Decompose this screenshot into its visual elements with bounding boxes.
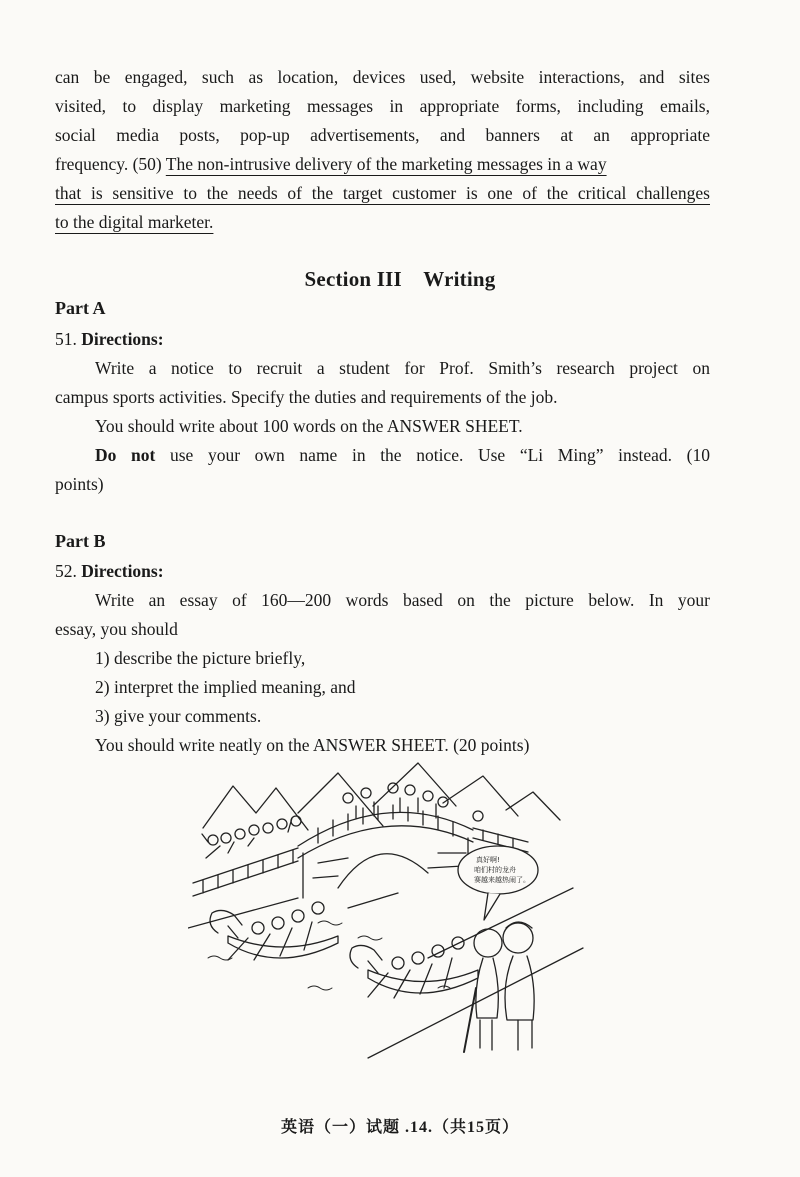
question-51-heading (55, 328, 164, 350)
passage-line-6: to the digital marketer. (55, 212, 214, 232)
river-banks (188, 888, 583, 1058)
part-a-instruction-line-2: campus sports activities. Specify the duties and requirements of the job. (55, 387, 558, 407)
elderly-couple (464, 922, 534, 1052)
part-b-instruction-line-1: Write an essay of 160—200 words based on the picture below. In your (95, 590, 710, 610)
name-rule-text: use your own name in the notice. Use “Li Ming” instead. (10 (155, 445, 711, 465)
bubble-line-1: 真好啊! (476, 856, 500, 864)
bubble-line-2: 咱们村的龙舟 (474, 866, 516, 874)
passage-line-1: can be engaged, such as location, devices used, website interactions, and sites (55, 67, 710, 87)
directions-label: Directions: (81, 329, 164, 349)
part-a-instruction-line-1: Write a notice to recruit a student for Prof. Smith’s research project on (95, 358, 710, 378)
part-a-name-rule (95, 444, 710, 466)
part-b-item-3: 3) give your comments. (95, 706, 262, 726)
part-b-item-1: 1) describe the picture briefly, (95, 648, 306, 668)
dragon-boat-left (210, 902, 338, 960)
part-a-heading: Part A (55, 298, 106, 318)
passage-line-3: social media posts, pop-up advertisements, and banners at an appropriate (55, 125, 710, 145)
passage-line-5: that is sensitive to the needs of the target customer is one of the critical challenges (55, 183, 710, 203)
passage-line-4 (55, 153, 710, 175)
stone-bridge (298, 805, 473, 898)
section-title: Section III Writing (304, 267, 496, 291)
dragon-boat-cartoon (188, 758, 588, 1063)
passage-line-2: visited, to display marketing messages in appropriate forms, including emails, (55, 96, 710, 116)
bubble-line-3: 赛越来越热闹了。 (474, 876, 530, 884)
do-not-emphasis: Do not (95, 445, 156, 465)
part-b-neatness: You should write neatly on the ANSWER SHEET. (20 points) (95, 735, 530, 755)
dragon-boat-right (350, 937, 478, 998)
question-52-number: 52. (55, 561, 77, 581)
part-b-heading: Part B (55, 531, 106, 551)
question-50-underlined-sentence: The non-intrusive delivery of the marketing messages in a way (165, 154, 607, 174)
part-b-item-2: 2) interpret the implied meaning, and (95, 677, 356, 697)
crowd-bridge (343, 783, 483, 821)
page-footer: 英语（一）试题 .14.（共15页） (280, 1119, 519, 1136)
question-51-number: 51. (55, 329, 77, 349)
mountains (203, 763, 560, 830)
part-a-points: points) (55, 474, 104, 494)
directions-label: Directions: (81, 561, 164, 581)
question-52-heading (55, 560, 164, 582)
waves (208, 921, 450, 990)
part-b-instruction-line-2: essay, you should (55, 619, 178, 639)
part-a-word-count: You should write about 100 words on the ANSWER SHEET. (95, 416, 523, 436)
speech-bubble (458, 846, 538, 920)
question-50-number: frequency. (50) (55, 154, 166, 174)
